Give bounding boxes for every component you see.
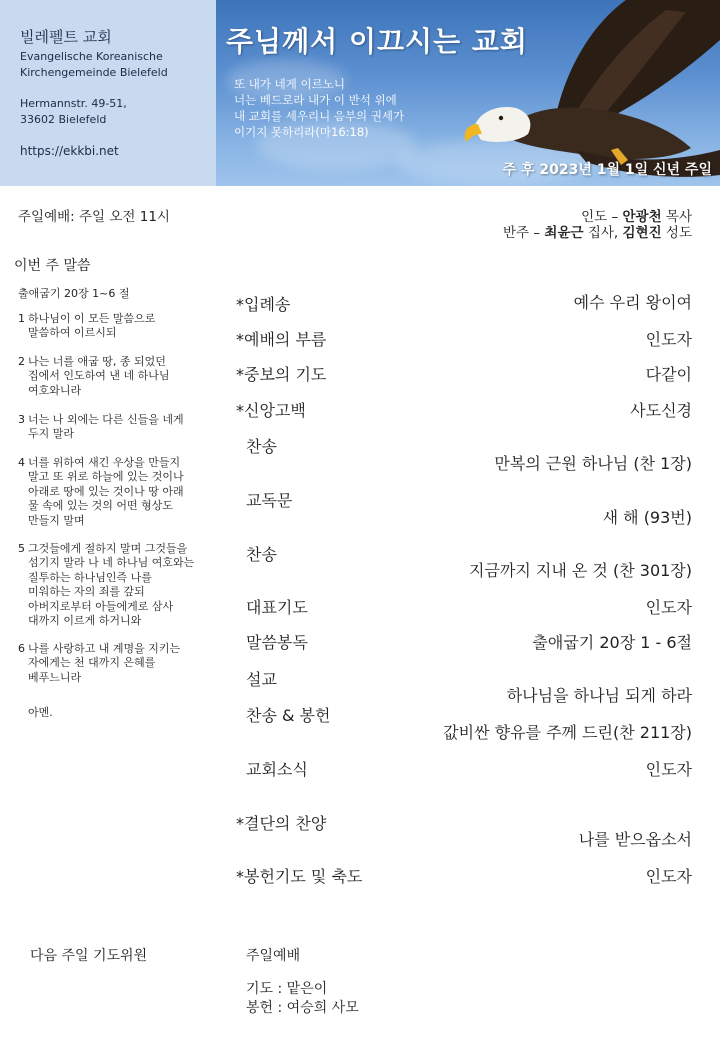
order-label: 대표기도	[246, 598, 308, 617]
weekly-word-reference: 출애굽기 20장 1~6 절	[18, 287, 130, 300]
order-label: *봉헌기도 및 축도	[236, 867, 363, 886]
order-value: 인도자	[645, 598, 692, 617]
verse-item: 2 나는 너를 애굽 땅, 종 되었던 집에서 인도하여 낸 네 하나님 여호와니라	[18, 355, 170, 397]
service-accompanist: 반주 – 최윤근 집사, 김현진 성도	[502, 225, 692, 241]
church-name-german-2: Kirchengemeinde Bielefeld	[20, 66, 168, 79]
prayer-assignee: 기도 : 맡은이	[246, 981, 328, 997]
verse-item: 5 그것들에게 절하지 말며 그것들을 섬기지 말라 나 네 하나님 여호와는 질투하는 하나님인즉 나를 미워하는 자의 죄를 갚되 아버지로부터 아들에게로 삼사 대까지 이르게 하거니와	[18, 542, 195, 628]
sunday-service-heading: 주일예배	[246, 948, 301, 964]
address-street: Hermannstr. 49-51,	[20, 97, 127, 110]
order-label: *신앙고백	[236, 401, 306, 420]
order-value: 인도자	[645, 330, 692, 349]
service-date: 주 후 2023년 1월 1일 신년 주일	[502, 162, 712, 178]
order-value: 사도신경	[630, 401, 692, 420]
church-name: 빌레펠트 교회	[20, 28, 112, 46]
order-label: 찬송 & 봉헌	[246, 706, 331, 725]
order-value: 만복의 근원 하나님 (찬 1장)	[494, 454, 692, 473]
website-link[interactable]: https://ekkbi.net	[20, 144, 119, 158]
order-label: 말씀봉독	[246, 633, 308, 652]
order-label: *중보의 기도	[236, 365, 327, 384]
verse-amen: 아멘.	[28, 706, 53, 719]
order-value: 다같이	[645, 365, 692, 384]
service-leader: 인도 – 안광천 목사	[581, 209, 692, 225]
order-label: 교독문	[246, 491, 293, 510]
weekly-word-heading: 이번 주 말씀	[14, 258, 91, 274]
next-prayer-heading: 다음 주일 기도위원	[30, 948, 148, 964]
order-value: 나를 받으옵소서	[578, 830, 692, 849]
banner-verse-line-1: 또 내가 네게 이르노니	[234, 77, 345, 91]
order-label: 교회소식	[246, 760, 308, 779]
verse-item: 4 너를 위하여 새긴 우상을 만들지 말고 또 위로 하늘에 있는 것이나 아래로 땅에 있는 것이나 땅 아래 물 속에 있는 것의 어떤 형상도 만들지 말며	[18, 456, 184, 527]
offering-assignee: 봉헌 : 여승희 사모	[246, 1000, 359, 1016]
order-value: 예수 우리 왕이여	[573, 293, 692, 312]
order-value: 출애굽기 20장 1 - 6절	[532, 633, 692, 652]
order-label: 설교	[246, 670, 277, 689]
service-time: 주일예배: 주일 오전 11시	[18, 209, 170, 225]
banner-title: 주님께서 이끄시는 교회	[226, 25, 528, 58]
order-value: 하나님을 하나님 되게 하라	[506, 686, 692, 705]
order-value: 인도자	[645, 760, 692, 779]
order-value: 새 해 (93번)	[602, 508, 692, 527]
order-label: *예배의 부름	[236, 330, 327, 349]
order-value: 인도자	[645, 867, 692, 886]
banner-verse-line-4: 이기지 못하리라(마16:18)	[234, 125, 369, 139]
banner-verse-line-2: 너는 베드로라 내가 이 반석 위에	[234, 93, 397, 107]
address-city: 33602 Bielefeld	[20, 113, 107, 126]
order-value: 값비싼 향유를 주께 드린(찬 211장)	[443, 723, 692, 742]
order-label: 찬송	[246, 545, 277, 564]
banner-verse-line-3: 내 교회를 세우리니 음부의 권세가	[234, 109, 405, 123]
verse-item: 3 너는 나 외에는 다른 신들을 네게 두지 말라	[18, 413, 184, 441]
verse-item: 1 하나님이 이 모든 말씀으로 말씀하여 이르시되	[18, 312, 156, 340]
order-value: 지금까지 지내 온 것 (찬 301장)	[468, 561, 692, 580]
verse-item: 6 나를 사랑하고 내 계명을 지키는 자에게는 천 대까지 은혜를 베푸느니라	[18, 642, 181, 684]
church-name-german-1: Evangelische Koreanische	[20, 50, 163, 63]
order-label: *입례송	[236, 295, 291, 314]
order-label: 찬송	[246, 437, 277, 456]
order-label: *결단의 찬양	[236, 814, 327, 833]
